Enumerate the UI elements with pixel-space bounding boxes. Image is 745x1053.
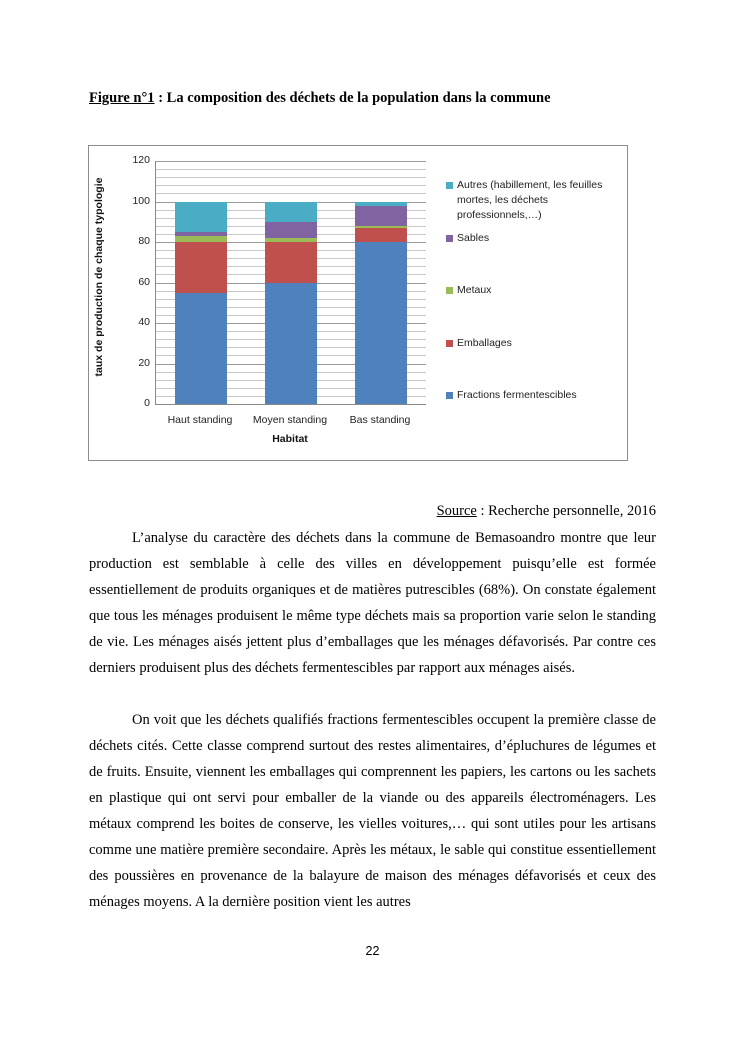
legend-swatch xyxy=(446,392,453,399)
y-tick-label: 120 xyxy=(132,154,150,166)
legend-swatch xyxy=(446,287,453,294)
legend-label: Fractions fermentescibles xyxy=(457,389,577,401)
legend-label: Metaux xyxy=(457,284,492,296)
legend-swatch xyxy=(446,182,453,189)
legend-item xyxy=(446,388,577,403)
y-tick-label: 60 xyxy=(138,275,150,288)
legend-label: Sables xyxy=(457,232,490,244)
bar-segment xyxy=(265,202,317,222)
legend-item xyxy=(446,283,491,298)
bar-segment xyxy=(355,206,407,226)
gridline xyxy=(156,161,426,162)
plot-area xyxy=(132,154,426,409)
gridline xyxy=(156,177,426,178)
figure-label: Figure n°1 xyxy=(89,90,155,106)
bar-haut-standing xyxy=(175,202,227,404)
bar-segment xyxy=(175,293,227,404)
bar-segment xyxy=(265,242,317,283)
chart xyxy=(88,145,628,461)
bar-segment xyxy=(265,222,317,238)
y-tick-label: 80 xyxy=(138,235,150,247)
y-tick-label: 20 xyxy=(138,356,150,369)
bar-segment xyxy=(175,242,227,293)
figure-caption: : La composition des déchets de la population dans la commune xyxy=(154,90,551,106)
bar-segment xyxy=(175,202,227,232)
page-number: 22 xyxy=(365,944,380,958)
y-tick-label: 100 xyxy=(132,194,150,207)
x-tick-label: Haut standing xyxy=(167,414,233,426)
figure-title xyxy=(89,90,551,107)
paragraph-text: On voit que les déchets qualifiés fractions fermentescibles occupent la première classe de déchets cités. Cette classe comprend surtout des restes alimentaires, d’épluchures de légumes et de fruits. Ensuite, viennent les emballages qui comprennent les papiers, les cartons ou les sachets en plastique qui ont servi pour emballer de la viande ou des appareils électroménagers. Les métaux comprend les boites de conserve, les vielles voitures,… qui sont utiles pour les artisans comme une matière première secondaire. Après les métaux, le sable qui constitue essentiellement des poussières en provenance de la balayure de maison des ménages défavorisés et ceux des ménages moyens. A la dernière position vient les autres xyxy=(89,712,656,910)
bar-segment xyxy=(355,242,407,404)
bar-moyen-standing xyxy=(265,202,317,404)
y-tick-label: 40 xyxy=(138,316,150,328)
legend-item xyxy=(446,336,512,351)
legend-label: Autres (habillement, les feuilles mortes, les déchets professionnels,…) xyxy=(457,179,603,221)
x-tick-label: Moyen standing xyxy=(252,414,328,426)
gridline xyxy=(156,193,426,194)
legend-item xyxy=(446,178,624,223)
y-axis-label: taux de production de chaque typologie xyxy=(93,177,105,377)
gridline xyxy=(156,169,426,170)
legend-swatch xyxy=(446,235,453,242)
bar-bas-standing xyxy=(355,202,407,404)
bar-segment xyxy=(265,283,317,405)
y-tick-label: 0 xyxy=(144,397,150,409)
legend-label: Emballages xyxy=(457,337,512,349)
bar-segment xyxy=(355,228,407,242)
source-label: Source xyxy=(436,503,477,519)
source-text: : Recherche personnelle, 2016 xyxy=(476,503,656,519)
legend-swatch xyxy=(446,340,453,347)
x-tick-label: Bas standing xyxy=(349,414,411,426)
legend-item xyxy=(446,231,489,246)
paragraph-1 xyxy=(89,525,656,681)
gridline xyxy=(156,185,426,186)
paragraph-2 xyxy=(89,707,656,915)
x-axis-label: Habitat xyxy=(272,433,308,445)
paragraph-text: L’analyse du caractère des déchets dans la commune de Bemasoandro montre que leur production est semblable à celle des villes en développement puisqu’elle est formée essentiellement de produits organiques et de matières putrescibles (68%). On constate également que tous les ménages produisent le même type déchets mais sa proportion varie selon le standing de vie. Les ménages aisés jettent plus d’emballages que les ménages défavorisés. Par contre ces derniers produisent plus des déchets fermentescibles par rapport aux ménages aisés. xyxy=(89,530,656,676)
source-note xyxy=(437,503,656,520)
